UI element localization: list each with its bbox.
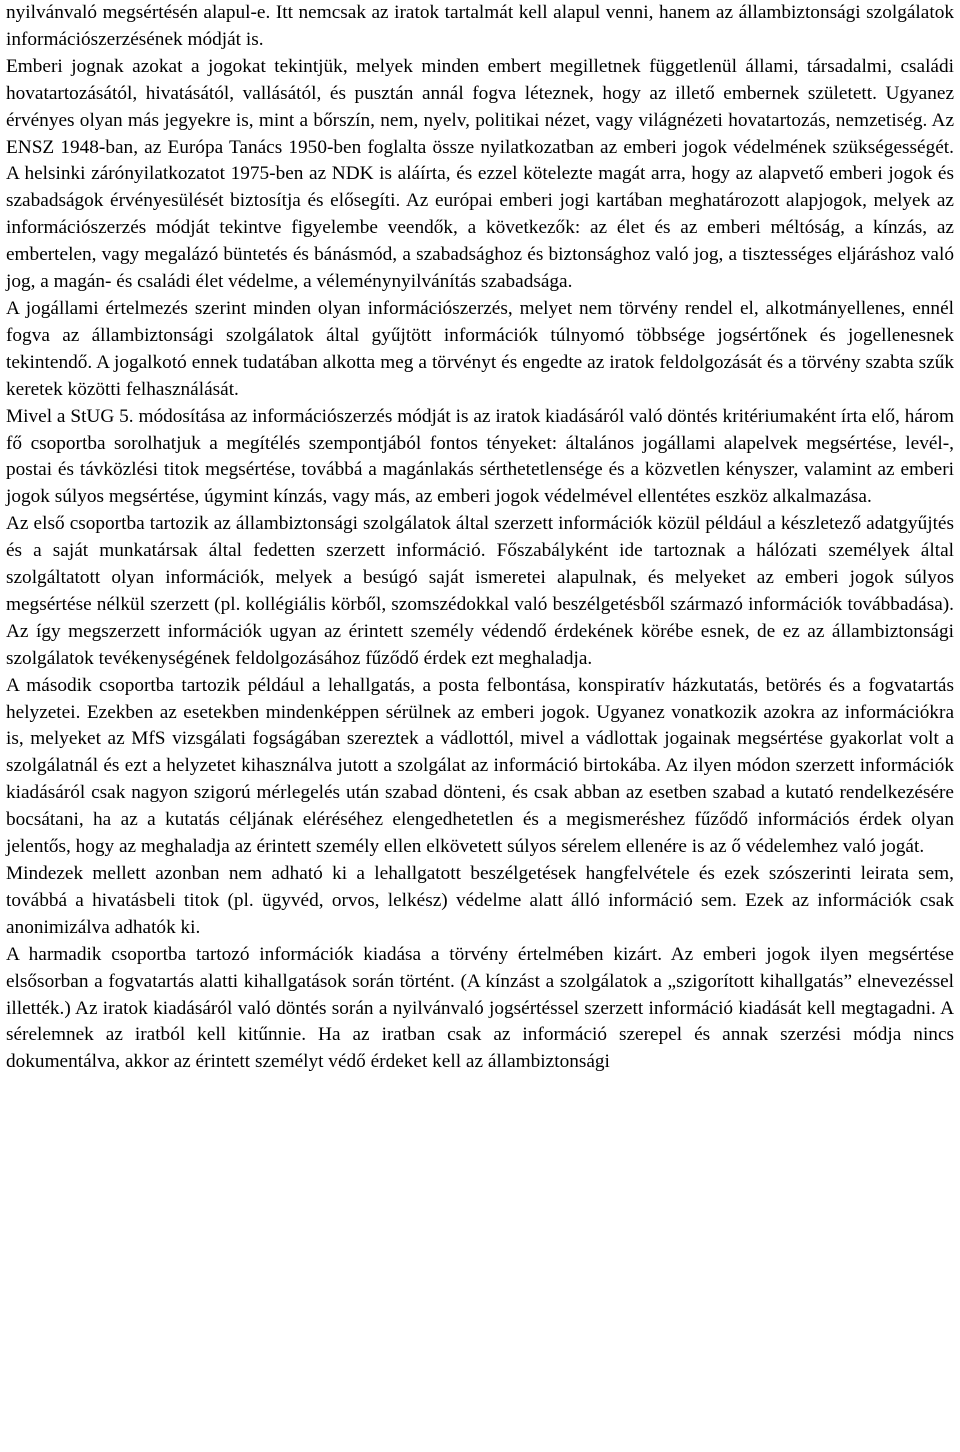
paragraph-6: A második csoportba tartozik például a lehallgatás, a posta felbontása, konspiratív házkutatás, betörés és a fogvatartás helyzetei. Ezekben az esetekben mindenképpen sérülnek az emberi jogok. Ugyanez vonatkozik azokra az információkra is, melyeket az MfS vizsgálati fogságában szereztek a vádlottól, mivel a vádlottak jogainak megsértése gyakorlat volt a szolgálatnál és ezt a helyzetet kihasználva jutott a szolgálat az információ birtokába. Az ilyen módon szerzett információk kiadásáról csak nagyon szigorú mérlegelés után szabad dönteni, és csak abban az esetben szabad a kutató rendelkezésére bocsátani, ha az a kutatás céljának eléréséhez elengedhetetlen és a megismeréshez fűződő információs érdek olyan jelentős, hogy az meghaladja az érintett személy ellen elkövetett súlyos sérelem ellenére is az ő védelemhez való jogát. bbox=[6, 674, 954, 858]
paragraph-7: Mindezek mellett azonban nem adható ki a lehallgatott beszélgetések hangfelvétele és ezek szószerinti leirata sem, továbbá a hivatásbeli titok (pl. ügyvéd, orvos, lelkész) védelme alatt álló információ sem. Ezek az információk csak anonimizálva adhatók ki. bbox=[6, 863, 954, 938]
paragraph-2: Emberi jognak azokat a jogokat tekintjük, melyek minden embert megilletnek függetlenül állami, társadalmi, családi hovatartozásától, hivatásától, vallásától, és pusztán annál fogva léteznek, hogy az illető embernek született. Ugyanez érvényes olyan más jegyekre is, mint a bőrszín, nem, nyelv, politikai nézet, vagy világnézeti hovatartozás, nemzetiség. Az ENSZ 1948-ban, az Európa Tanács 1950-ben foglalta össze nyilatkozatban az emberi jogok védelmének szükségességét. A helsinki zárónyilatkozatot 1975-ben az NDK is aláírta, és ezzel kötelezte magát arra, hogy az alapvető emberi jogok és szabadságok érvényesülését biztosítja és elősegíti. Az európai emberi jogi kartában meghatározott alapjogok, melyek az információszerzés módját tekintve figyelembe veendők, a következők: az élet és az emberi méltóság, a kínzás, az embertelen, vagy megalázó büntetés és bánásmód, a szabadsághoz és biztonsághoz való jog, a tisztességes eljáráshoz való jog, a magán- és családi élet védelme, a véleménynyilvánítás szabadsága. bbox=[6, 55, 954, 293]
paragraph-1: nyilvánvaló megsértésén alapul-e. Itt nemcsak az iratok tartalmát kell alapul venni, hanem az állambiztonsági szolgálatok információszerzésének módját is. bbox=[6, 2, 954, 50]
paragraph-8: A harmadik csoportba tartozó információk kiadása a törvény értelmében kizárt. Az emberi jogok ilyen megsértése elsősorban a fogvatartás alatti kihallgatások során történt. (A kínzást a szolgálatok a „szigorított kihallgatás” elnevezéssel illették.) Az iratok kiadásáról való döntés során a nyilvánvaló jogsértéssel szerzett információ kiadását kell megtagadni. A sérelemnek az iratból kell kitűnnie. Ha az iratban csak az információ szerepel és annak szerzési módja nincs dokumentálva, akkor az érintett személyt védő érdeket kell az állambiztonsági bbox=[6, 943, 954, 1073]
paragraph-5: Az első csoportba tartozik az állambiztonsági szolgálatok által szerzett információk közül például a készletező adatgyűjtés és a saját munkatársak által fedetten szerzett információ. Főszabályként ide tartoznak a hálózati személyek által szolgáltatott olyan információk, melyek a besúgó saját ismeretei alapulnak, és melyeket az emberi jogok súlyos megsértése nélkül szerzett (pl. kollégiális körből, szomszédokkal való beszélgetésből származó információk továbbadása). Az így megszerzett információk ugyan az érintett személy védendő érdekének körébe esnek, de ez az állambiztonsági szolgálatok tevékenységének feldolgozásához fűződő érdek ezt meghaladja. bbox=[6, 513, 954, 669]
paragraph-4: Mivel a StUG 5. módosítása az információszerzés módját is az iratok kiadásáról való döntés kritériumaként írta elő, három fő csoportba sorolhatjuk a megítélés szempontjából fontos tényeket: általános jogállami alapelvek megsértése, levél-, postai és távközlési titok megsértése, továbbá a magánlakás sérthetetlensége és a közvetlen kényszer, valamint az emberi jogok súlyos megsértése, úgymint kínzás, vagy más, az emberi jogok védelmével ellentétes eszköz alkalmazása. bbox=[6, 405, 954, 508]
paragraph-3: A jogállami értelmezés szerint minden olyan információszerzés, melyet nem törvény rendel el, alkotmányellenes, ennél fogva az állambiztonsági szolgálatok által gyűjtött információk túlnyomó többsége jogsértőnek és jogellenesnek tekintendő. A jogalkotó ennek tudatában alkotta meg a törvényt és engedte az iratok feldolgozását és a törvény szabta szűk keretek közötti felhasználását. bbox=[6, 297, 954, 400]
